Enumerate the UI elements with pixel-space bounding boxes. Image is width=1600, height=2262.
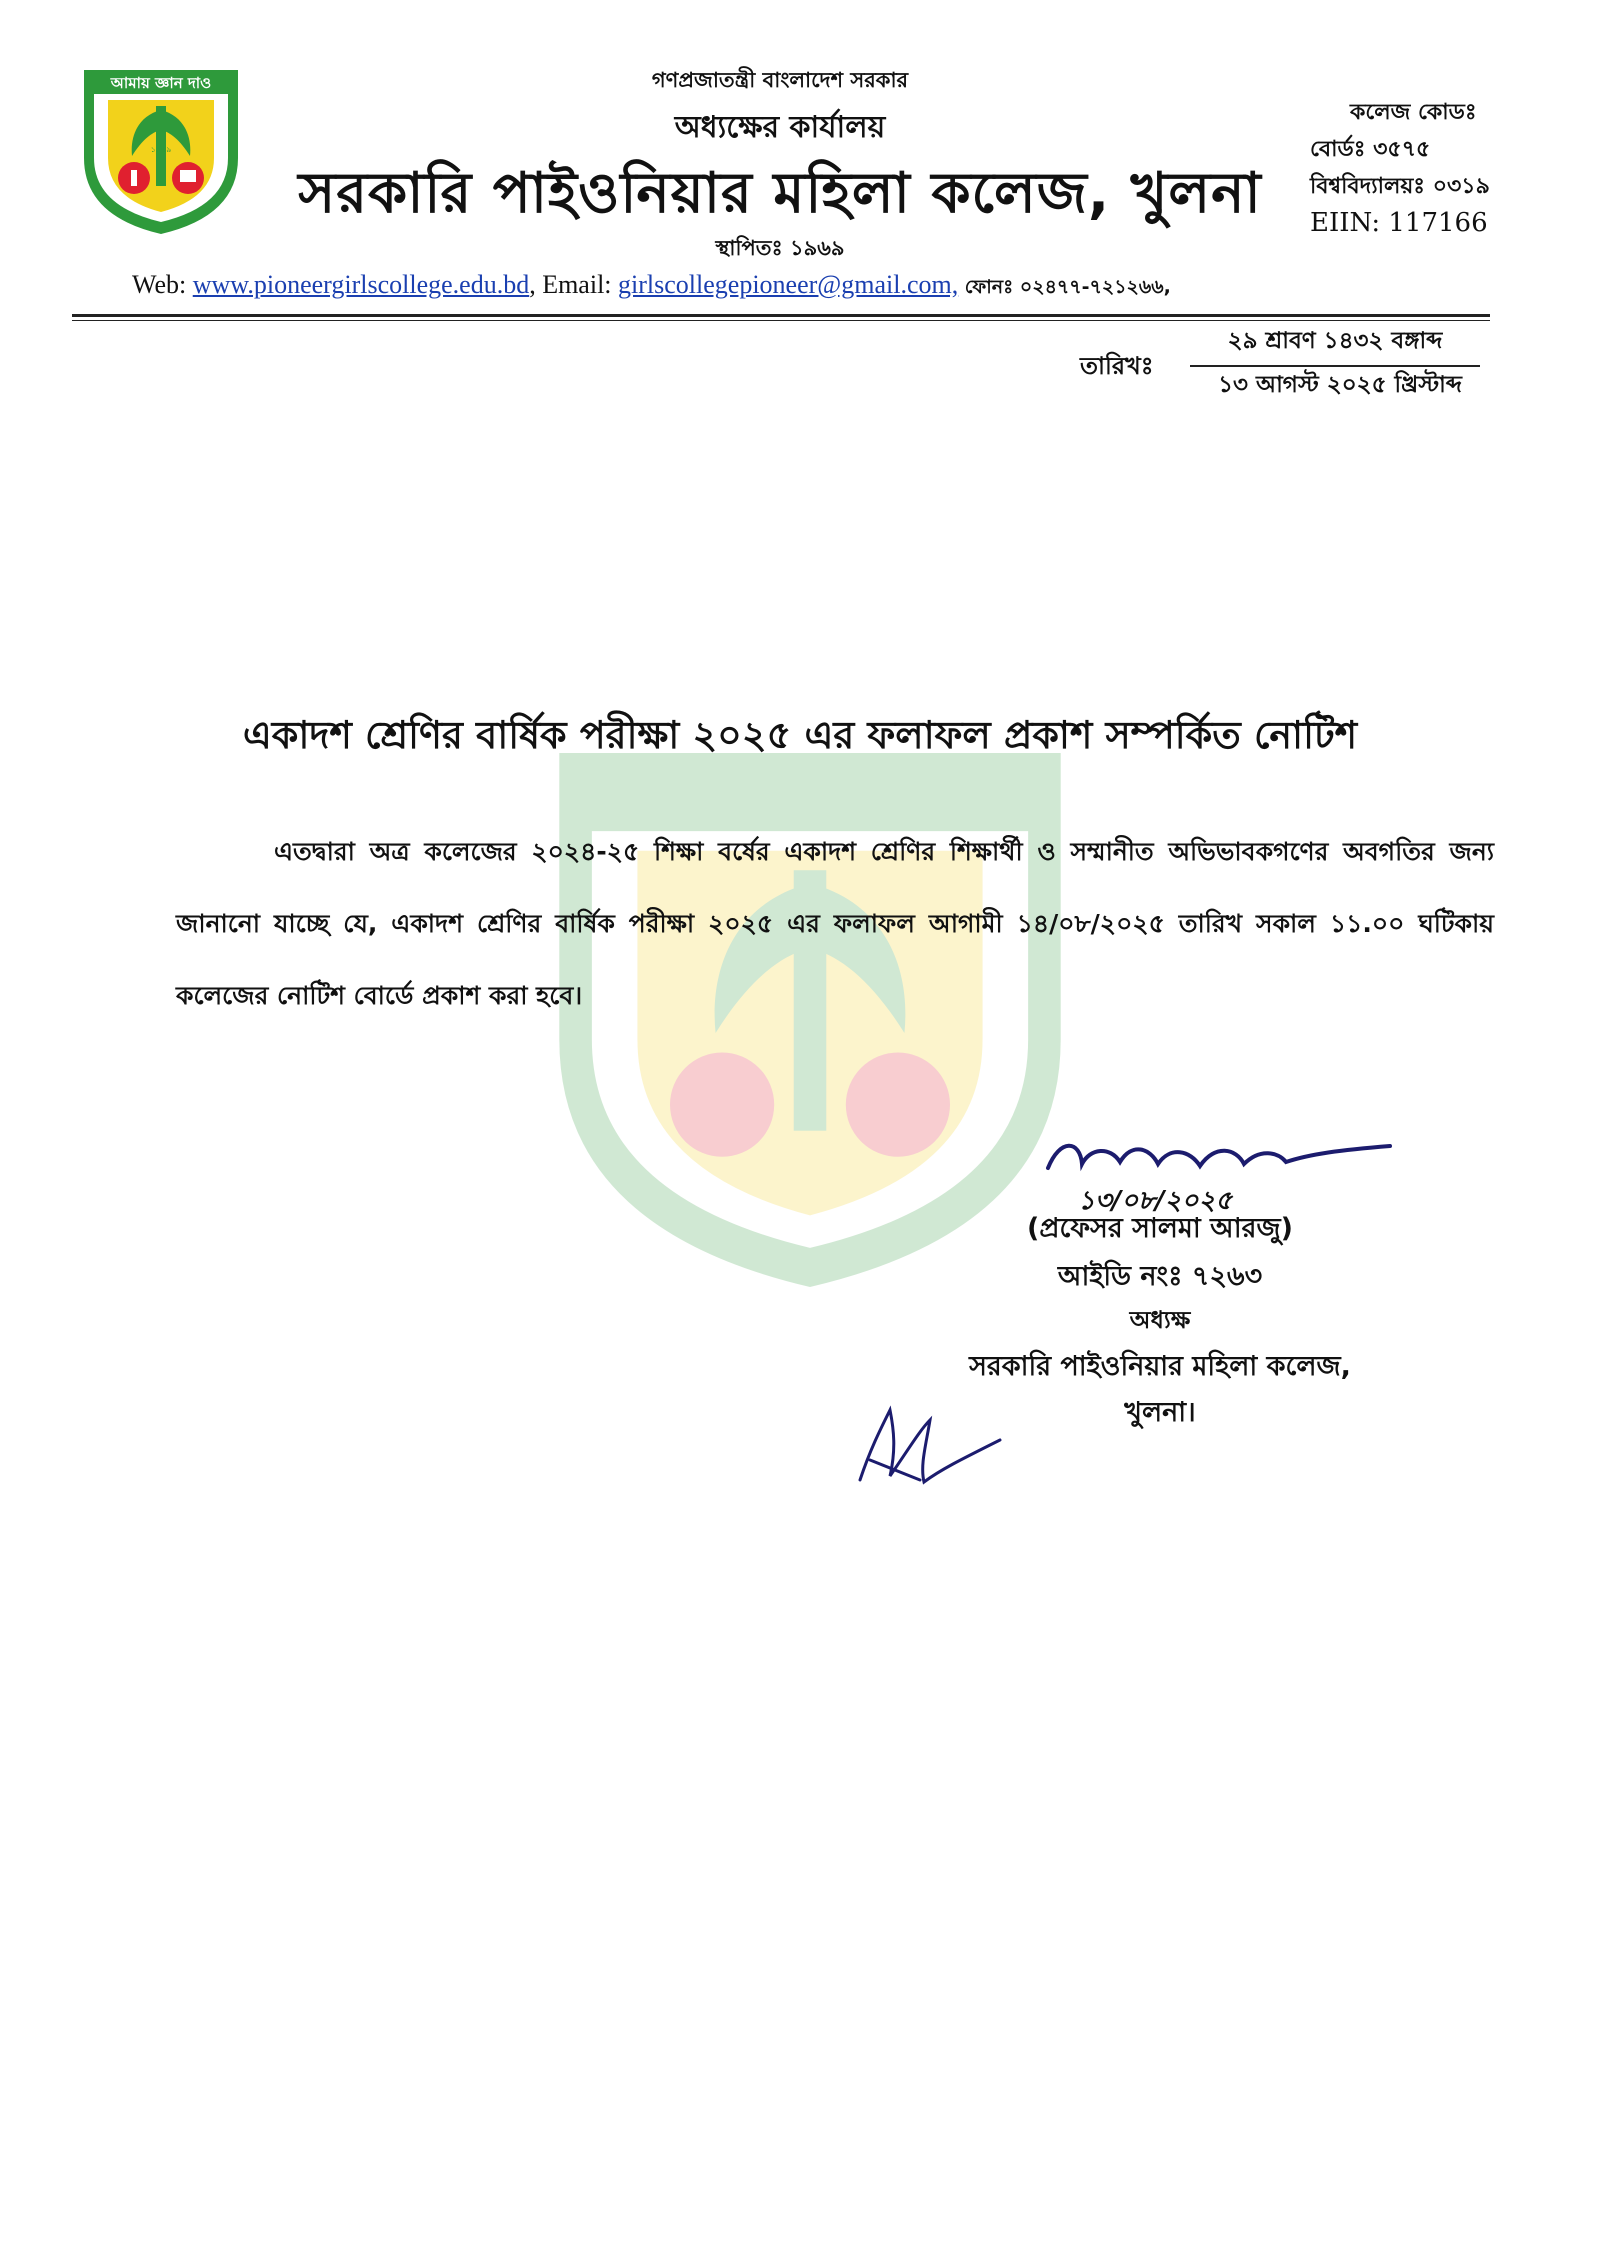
date-gregorian: ১৩ আগস্ট ২০২৫ খ্রিস্টাব্দ: [1218, 372, 1462, 398]
signer-designation: অধ্যক্ষ: [1129, 1306, 1191, 1334]
established-year: স্থাপিতঃ ১৯৬৯: [715, 236, 845, 260]
college-logo: [78, 66, 244, 238]
college-name: সরকারি পাইওনিয়ার মহিলা কলেজ, খুলনা: [298, 161, 1262, 226]
notice-body-paragraph: এতদ্বারা অত্র কলেজের ২০২৪-২৫ শিক্ষা বর্ষের একাদশ শ্রেণির শিক্ষার্থী ও সম্মানীত অভিভাবকগণের অবগতির জন্য জানানো যাচ্ছে যে, একাদশ শ্রেণির বার্ষিক পরীক্ষা ২০২৫ এর ফলাফল আগামী ১৪/০৮/২০২৫ তারিখ সকাল ১১.০০ ঘটিকায় কলেজের নোটিশ বোর্ডে প্রকাশ করা হবে।: [176, 837, 1494, 1010]
signer-id: আইডি নংঃ ৭২৬৩: [1057, 1261, 1263, 1292]
signer-name: (প্রফেসর সালমা আরজু): [1026, 1213, 1293, 1244]
notice-subject: একাদশ শ্রেণির বার্ষিক পরীক্ষা ২০২৫ এর ফলাফল প্রকাশ সম্পর্কিত নোটিশ: [242, 713, 1358, 757]
institution-codes: [1310, 94, 1490, 242]
signature-date: ১৩/০৮/২০২৫: [1078, 1186, 1233, 1216]
web-label: Web:: [132, 270, 187, 299]
signer-organization: সরকারি পাইওনিয়ার মহিলা কলেজ,: [969, 1351, 1351, 1382]
phone-number: ফোনঃ ০২৪৭৭-৭২১২৬৬,: [964, 276, 1171, 298]
date-label: তারিখঃ: [1080, 352, 1154, 380]
email-label: Email:: [542, 270, 612, 299]
office-heading: অধ্যক্ষের কার্যালয়: [674, 110, 886, 145]
university-code: বিশ্ববিদ্যালয়ঃ ০৩১৯: [1310, 174, 1490, 199]
contact-line: Web: www.pioneergirlscollege.edu.bd, Email: girlscollegepioneer@gmail.com, ফোনঃ ০২৪৭৭-৭২১২৬৬,: [132, 270, 1171, 299]
email-link[interactable]: girlscollegepioneer@gmail.com,: [618, 270, 959, 299]
government-heading: গণপ্রজাতন্ত্রী বাংলাদেশ সরকার: [651, 68, 909, 92]
board-code: বোর্ডঃ ৩৫৭৫: [1310, 137, 1431, 162]
college-code-label: কলেজ কোডঃ: [1350, 100, 1477, 125]
date-bangla: ২৯ শ্রাবণ ১৪৩২ বঙ্গাব্দ: [1190, 322, 1480, 367]
signer-city: খুলনা।: [1124, 1397, 1196, 1428]
header-divider: [72, 314, 1490, 317]
date-block: [1080, 318, 1490, 408]
logo-year: ১৯৬৯: [150, 145, 172, 154]
logo-motto: আমায় জ্ঞান দাও: [110, 74, 212, 92]
notice-body: [176, 816, 1494, 1032]
initial-signature: [850, 1390, 1010, 1500]
website-link[interactable]: www.pioneergirlscollege.edu.bd: [192, 270, 530, 299]
eiin-number: EIIN: 117166: [1310, 208, 1488, 238]
